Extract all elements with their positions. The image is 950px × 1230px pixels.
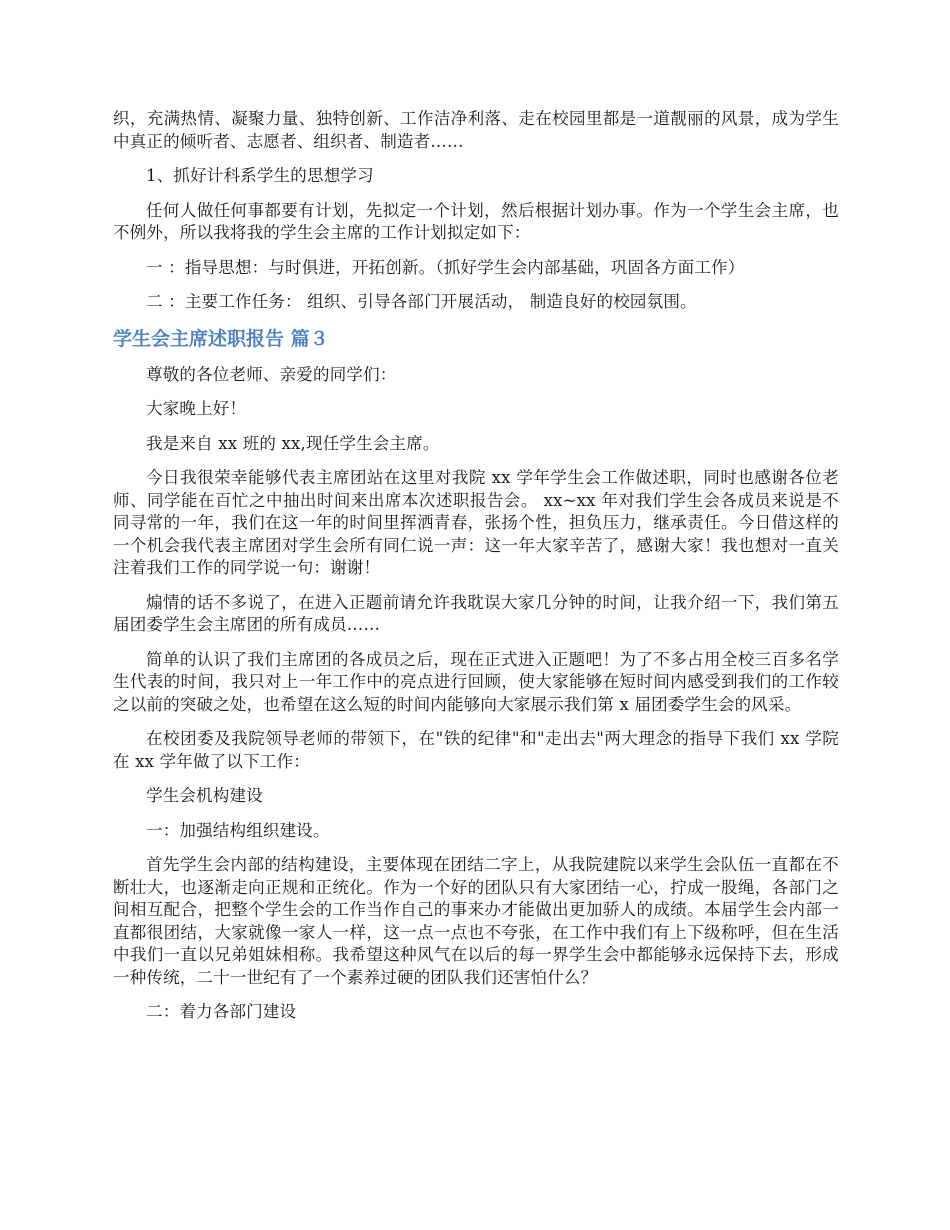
plan-paragraph: 任何人做任何事都要有计划，先拟定一个计划，然后根据计划办事。作为一个学生会主席，也不例外，所以我将我的学生会主席的工作计划拟定如下： — [113, 200, 839, 242]
point-one: 一：加强结构组织建设。 — [146, 820, 330, 840]
item-1: 1、抓好计科系学生的思想学习 — [146, 166, 374, 185]
section-heading: 学生会主席述职报告 篇３ — [113, 327, 329, 350]
structure-paragraph: 首先学生会内部的结构建设，主要体现在团结二字上，从我院建院以来学生会队伍一直都在不断壮大，也逐渐走向正规和正统化。作为一个好的团队只有大家团结一心，拧成一股绳，各部门之间相互配合，把整个学生会的工作当作自己的事来办才能做出更加骄人的成绩。本届学生会内部一直都很团结，大家就像一家人一样，这一点一点也不夸张，在工作中我们有上下级称呼，但在生活中我们一直以兄弟姐妹相称。我希望这种风气在以后的每一界学生会中都能够永远保持下去，形成一种传统，二十一世纪有了一个素养过硬的团队我们还害怕什么？ — [113, 855, 839, 987]
honor-paragraph: 今日我很荣幸能够代表主席团站在这里对我院 xx 学年学生会工作做述职，同时也感谢各位老师、同学能在百忙之中抽出时间来出席本次述职报告会。 xx~xx 年对我们学生会各成员来说是不同寻常的一年，我们在这一年的时间里挥洒青春，张扬个性，担负压力，继承责任。今日借这样的一个机会我代表主席团对学生会所有同仁说一声：这一年大家辛苦了，感谢大家！我也想对一直关注着我们工作的同学说一句：谢谢！ — [113, 468, 839, 577]
point-two: 二：着力各部门建设 — [146, 1002, 297, 1021]
intro-paragraph: 织，充满热情、凝聚力量、独特创新、工作洁净利落、走在校园里都是一道靓丽的风景，成为学生中真正的倾听者、志愿者、组织者、制造者…… — [113, 109, 839, 151]
review-paragraph: 简单的认识了我们主席团的各成员之后，现在正式进入正题吧！为了不多占用全校三百多名学生代表的时间，我只对上一年工作中的亮点进行回顾，使大家能够在短时间内感受到我们的工作较之以前的突破之处，也希望在这么短的时间内能够向大家展示我们第 x 届团委学生会的风采。 — [113, 649, 839, 714]
leadership-paragraph: 在校团委及我院领导老师的带领下，在"铁的纪律"和"走出去"两大理念的指导下我们 xx 学院在 xx 学年做了以下工作： — [113, 729, 839, 771]
good-evening: 大家晚上好！ — [146, 399, 247, 418]
team-intro: 煽情的话不多说了，在进入正题前请允许我耽误大家几分钟的时间，让我介绍一下，我们第五届团委学生会主席团的所有成员…… — [113, 592, 839, 634]
org-building: 学生会机构建设 — [146, 786, 263, 805]
self-intro: 我是来自 xx 班的 xx,现任学生会主席。 — [146, 433, 440, 453]
main-task: 二 ：主要工作任务： 组织、引导各部门开展活动， 制造良好的校园氛围。 — [146, 292, 697, 311]
greeting: 尊敬的各位老师、亲爱的同学们： — [146, 364, 397, 384]
guiding-thought: 一 ：指导思想：与时俱进，开拓创新。（抓好学生会内部基础，巩固各方面工作） — [146, 257, 745, 277]
document-page — [113, 108, 839, 1036]
